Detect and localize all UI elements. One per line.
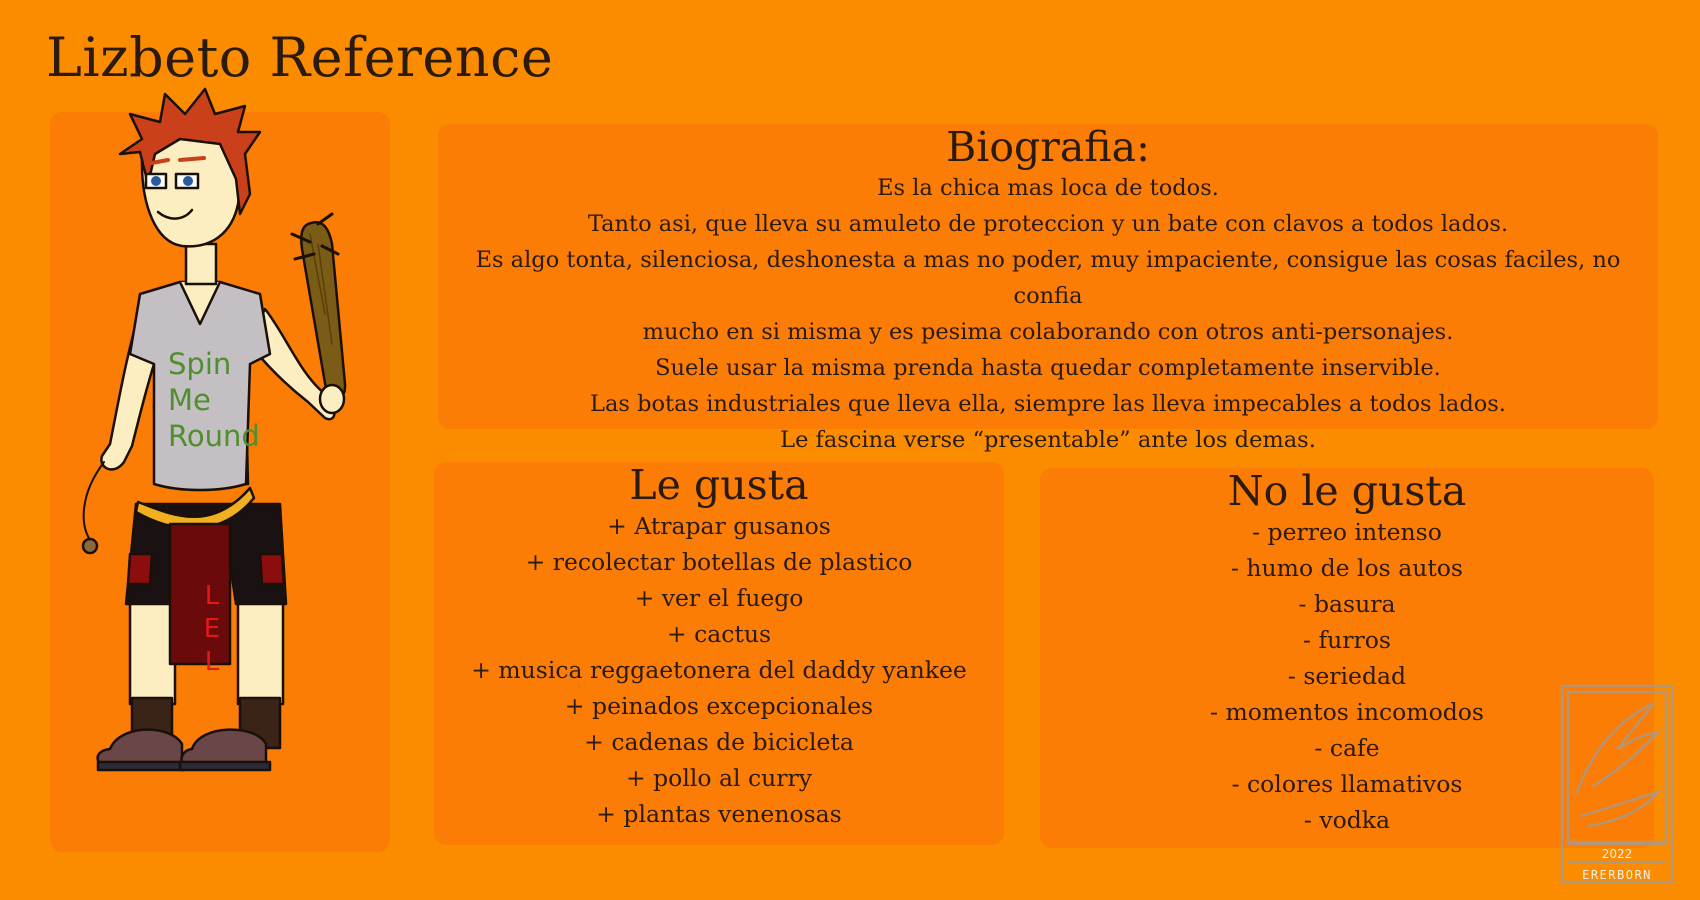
biography-line: Es algo tonta, silenciosa, deshonesta a mas no poder, muy impaciente, consigue las cosas faciles, no confia <box>475 247 1621 309</box>
shirt-text <box>168 346 260 454</box>
shirt-text-line: Spin <box>168 347 232 381</box>
list-item: + musica reggaetonera del daddy yankee <box>471 656 967 684</box>
list-item: - furros <box>1303 626 1391 654</box>
list-item: - cafe <box>1314 734 1380 762</box>
list-item: + recolectar botellas de plastico <box>525 548 913 576</box>
list-item: + plantas venenosas <box>596 800 842 828</box>
shorts-letter: L <box>204 647 220 677</box>
list-item: + pollo al curry <box>625 764 813 792</box>
shirt-text-line: Me <box>168 383 211 417</box>
biography-panel <box>438 123 1658 453</box>
biography-line: Es la chica mas loca de todos. <box>877 175 1219 201</box>
list-item: - humo de los autos <box>1231 554 1463 582</box>
likes-list <box>434 508 1004 832</box>
list-item: - momentos incomodos <box>1210 698 1484 726</box>
likes-heading: Le gusta <box>629 461 809 509</box>
biography-line: Le fascina verse “presentable” ante los demas. <box>780 427 1316 453</box>
biography-line: Las botas industriales que lleva ella, siempre las lleva impecables a todos lados. <box>590 391 1506 417</box>
list-item: - basura <box>1298 590 1396 618</box>
list-item: - vodka <box>1303 806 1391 834</box>
list-item: + ver el fuego <box>634 584 804 612</box>
page-title: Lizbeto Reference <box>46 26 554 89</box>
shorts-letter: L <box>204 581 220 611</box>
biography-line: mucho en si misma y es pesima colaborando con otros anti-personajes. <box>642 319 1454 345</box>
character-illustration <box>70 84 380 844</box>
list-item: + cadenas de bicicleta <box>584 728 854 756</box>
dislikes-heading: No le gusta <box>1227 467 1467 515</box>
biography-text <box>438 170 1658 458</box>
list-item: + cactus <box>666 620 772 648</box>
list-item: - colores llamativos <box>1231 770 1463 798</box>
watermark-name: ERERBORN <box>1582 868 1652 882</box>
biography-heading: Biografia: <box>946 123 1150 171</box>
shorts-text <box>200 580 224 679</box>
biography-line: Suele usar la misma prenda hasta quedar completamente inservible. <box>655 355 1441 381</box>
list-item: - perreo intenso <box>1252 518 1442 546</box>
watermark-year: 2022 <box>1601 847 1633 861</box>
list-item: + Atrapar gusanos <box>607 512 831 540</box>
shirt-text-line: Round <box>168 419 260 453</box>
likes-panel <box>434 462 1004 845</box>
list-item: + peinados excepcionales <box>564 692 874 720</box>
biography-line: Tanto asi, que lleva su amuleto de proteccion y un bate con clavos a todos lados. <box>587 211 1509 237</box>
shorts-letter: E <box>203 614 221 644</box>
list-item: - seriedad <box>1287 662 1407 690</box>
pentagram-amulet-icon <box>83 462 104 553</box>
